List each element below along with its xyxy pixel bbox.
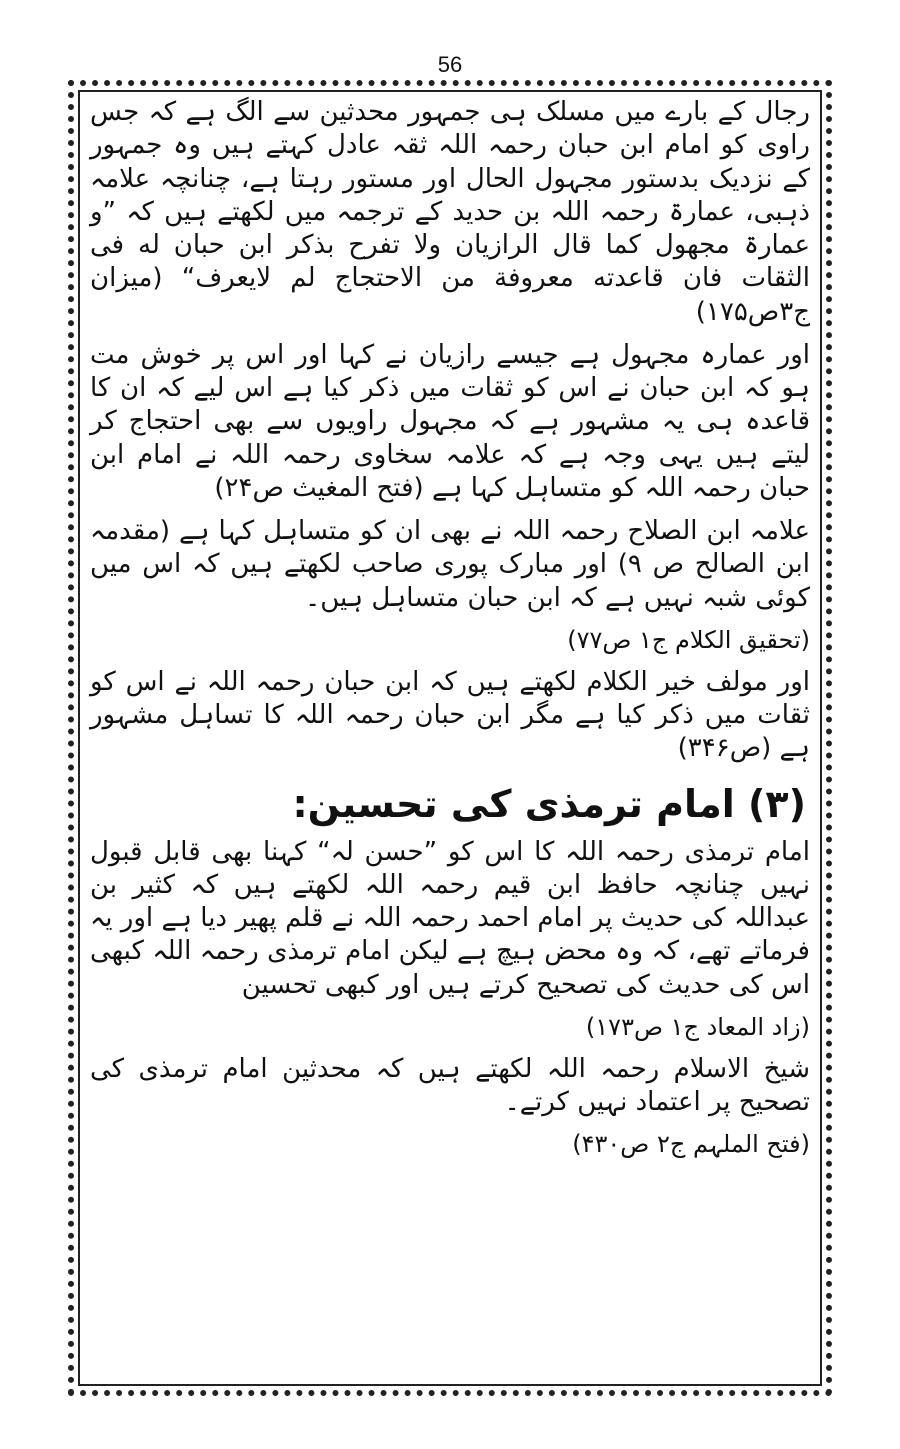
paragraph-ibn-salah: علامہ ابن الصلاح رحمہ اللہ نے بھی ان کو متساہل کہا ہے (مقدمہ ابن الصالح ص ۹) اور مبارک پوری صاحب لکھتے ہیں کہ اس میں کوئی شبہ نہیں ہے کہ ابن حبان متساہل ہیں۔	[90, 516, 810, 613]
paragraph-intro: رجال کے بارے میں مسلک ہی جمہور محدثین سے الگ ہے کہ جس راوی کو امام ابن حبان رحمہ اللہ ثقہ عادل کہتے ہیں وہ جمہور کے نزدیک بدستور مجہول الحال اور مستور رہتا ہے، چنانچہ علامہ ذہبی، عمارۃ رحمہ اللہ بن حدید کے ترجمہ میں لکھتے ہیں کہ ”و عمارۃ مجھول کما قال الرازیان ولا تفرح بذکر ابن حبان له فی الثقات فان قاعدته معروفة من الاحتجاج لم لایعرف“ (میزان ج۳ص۱۷۵)	[90, 97, 810, 327]
page-body	[84, 96, 816, 1382]
citation-fath-al-mulhim: (فتح الملہم ج۲ ص۴۳۰)	[572, 1130, 810, 1159]
paragraph-translation: اور عمارہ مجہول ہے جیسے رازیان نے کہا اور اس پر خوش مت ہو کہ ابن حبان نے اس کو ثقات میں ذکر کیا ہے اس لیے کہ ان کا قاعدہ ہی یہ مشہور ہے کہ مجہول راویوں سے بھی احتجاج کر لیتے ہیں یہی وجہ ہے کہ علامہ سخاوی رحمہ اللہ نے امام ابن حبان رحمہ اللہ کو متساہل کہا ہے (فتح المغیث ص۲۴)	[90, 339, 810, 503]
paragraph-khair-ul-kalam: اور مولف خیر الکلام لکھتے ہیں کہ ابن حبان رحمہ اللہ نے اس کو ثقات میں ذکر کیا ہے مگر ابن حبان رحمہ اللہ کا تساہل مشہور ہے (ص۳۴۶)	[90, 666, 810, 764]
paragraph-shaykh-islam: شیخ الاسلام رحمہ اللہ لکھتے ہیں کہ محدثین امام ترمذی کی تصحیح پر اعتماد نہیں کرتے۔	[90, 1053, 810, 1117]
citation-zad-al-maad: (زاد المعاد ج۱ ص۱۷۳)	[585, 1012, 810, 1041]
page-number: 56	[437, 52, 463, 77]
paragraph-tirmidhi: امام ترمذی رحمہ اللہ کا اس کو ”حسن لہ“ کہنا بھی قابل قبول نہیں چنانچہ حافظ ابن قیم رحمہ اللہ لکھتے ہیں کہ کثیر بن عبداللہ کی حدیث پر امام احمد رحمہ اللہ نے قلم پھیر دیا ہے اور یہ فرماتے تھے، کہ وہ محض ہیچ ہے لیکن امام ترمذی رحمہ اللہ کبھی اس کی حدیث کی تصحیح کرتے ہیں اور کبھی تحسین	[90, 836, 810, 1000]
citation-tahqiq: (تحقیق الکلام ج۱ ص۷۷)	[567, 625, 810, 654]
section-heading: (۳) امام ترمذی کی تحسین:	[292, 781, 806, 826]
